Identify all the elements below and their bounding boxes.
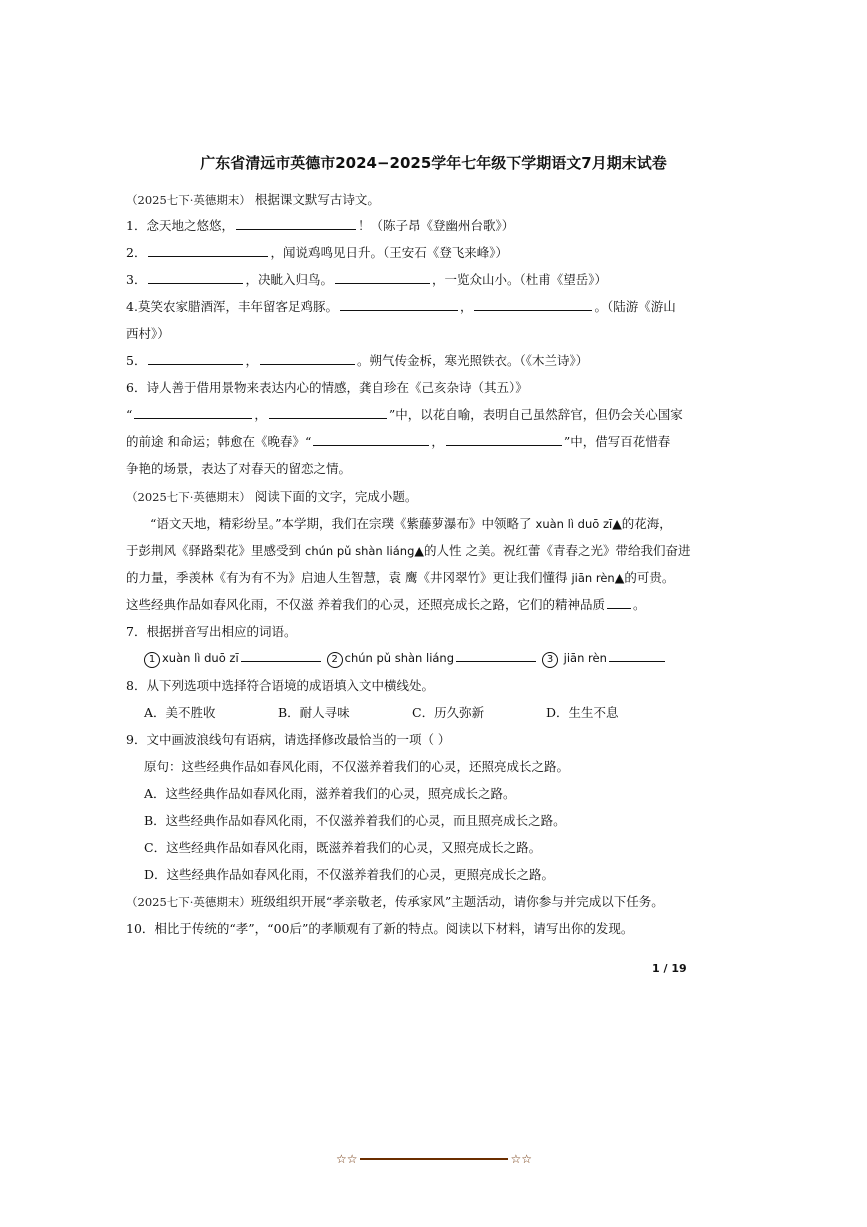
passage-line-2: [126, 541, 746, 559]
question-7: [126, 622, 746, 640]
question-2: [126, 243, 746, 261]
passage-p3a: 的力量，季羡林《有为有不为》启迪人生智慧，袁 鹰《井冈翠竹》更让我们懂得: [126, 570, 568, 585]
q6-line-1: 诗人善于借用景物来表达内心的情感，龚自珍在《己亥杂诗（其五）》: [146, 380, 528, 395]
q8-options: [144, 703, 764, 721]
question-8: [126, 676, 746, 694]
passage-p4: 这些经典作品如春风化雨，不仅滋 养着我们的心灵，还照亮成长之路，它们的精神品质: [126, 597, 605, 612]
q9-number: 9．: [126, 732, 147, 747]
section2-source: （2025七下·英德期末）: [126, 490, 251, 504]
question-1: [126, 216, 746, 234]
q9-option-c[interactable]: C．这些经典作品如春风化雨，既滋养着我们的心灵，又照亮成长之路。: [144, 840, 542, 855]
passage-p2a: 于彭荆风《驿路梨花》里感受到: [126, 543, 302, 558]
q8-text: 从下列选项中选择符合语境的成语填入文中横线处。: [146, 678, 434, 693]
question-6-line-4: 争艳的场景，表达了对春天的留恋之情。: [126, 461, 352, 476]
q6-blank-3[interactable]: [313, 433, 429, 446]
question-3: [126, 270, 746, 288]
passage-p1b: ▲的花海，: [612, 516, 672, 531]
q7-item-1-pinyin: xuàn lì duō zī: [162, 651, 239, 665]
q3-blank-1[interactable]: [148, 271, 243, 284]
q4-sep: ，: [459, 299, 473, 314]
passage-p4-end: 。: [632, 597, 646, 612]
footer-star-icon-left: ☆☆: [336, 1152, 358, 1166]
q7-item-3-number: 3: [542, 652, 558, 668]
q3-text: ，一览众山小。（杜甫《望岳》）: [431, 272, 607, 287]
section3-instruction: 班级组织开展“孝亲敬老，传承家风”主题活动，请你参与并完成以下任务。: [250, 894, 664, 909]
section3-header: [126, 892, 746, 910]
q6-line-3-pre: 的前途 和命运；韩愈在《晚春》“: [126, 434, 312, 449]
footer-star-icon-right: ☆☆: [510, 1152, 532, 1166]
q4-blank-2[interactable]: [474, 298, 592, 311]
q7-item-2-number: 2: [327, 652, 343, 668]
section2-instruction: 阅读下面的文字，完成小题。: [254, 489, 418, 504]
q1-blank[interactable]: [236, 217, 356, 230]
q6-blank-4[interactable]: [446, 433, 562, 446]
q1-source: ！（陈子昂《登幽州台歌》）: [357, 218, 515, 233]
passage-pinyin-1: xuàn lì duō zī: [535, 517, 613, 531]
q7-blank-3[interactable]: [609, 649, 665, 662]
q6-blank-2[interactable]: [269, 406, 387, 419]
question-10: [126, 919, 746, 937]
question-6-line-2: [126, 405, 746, 423]
q7-number: 7．: [126, 624, 147, 639]
q6-line-2-text: ”中，以花自喻，表明自己虽然辞官，但仍会关心国家: [388, 407, 683, 422]
q8-option-a[interactable]: A．美不胜收: [144, 705, 216, 720]
passage-p3b: ▲的可贵。: [614, 570, 675, 585]
q4-blank-1[interactable]: [340, 298, 458, 311]
question-6: [126, 378, 746, 396]
section3-source: （2025七下·英德期末）: [126, 895, 251, 909]
q2-blank[interactable]: [148, 244, 268, 257]
q9-option-d[interactable]: D．这些经典作品如春风化雨，不仅滋养着我们的心灵，更照亮成长之路。: [144, 867, 555, 882]
footer-rule: [360, 1158, 509, 1160]
q6-sep-1: ，: [254, 407, 267, 422]
q4-number: 4.: [126, 299, 138, 314]
q6-line-3-post: ”中，借写百花惜春: [563, 434, 671, 449]
q7-item-2-pinyin: chún pǔ shàn liáng: [344, 651, 455, 665]
q9-text: 文中画波浪线句有语病，请选择修改最恰当的一项（ ）: [146, 732, 451, 747]
q8-option-d[interactable]: D．生生不息: [546, 705, 619, 720]
passage-p2b: ▲的人性 之美。祝红蕾《青春之光》带给我们奋进: [414, 543, 691, 558]
q7-blank-1[interactable]: [241, 649, 321, 662]
q10-text: 相比于传统的“孝”，“00后”的孝顺观有了新的特点。阅读以下材料，请写出你的发现。: [154, 921, 634, 936]
q5-text: 。朔气传金柝，寒光照铁衣。（《木兰诗》）: [356, 353, 589, 368]
q3-text-mid: ，决眦入归鸟。: [245, 272, 333, 287]
q5-sep: ，: [245, 353, 258, 368]
q5-blank-2[interactable]: [260, 352, 355, 365]
page-number: 1 / 19: [652, 962, 687, 975]
question-6-line-3: [126, 432, 746, 450]
q3-blank-2[interactable]: [335, 271, 430, 284]
passage-line-1: [150, 514, 770, 532]
passage-pinyin-2: chún pǔ shàn liáng: [305, 544, 415, 558]
q6-quote-open: “: [126, 407, 133, 422]
q9-option-b[interactable]: B．这些经典作品如春风化雨，不仅滋养着我们的心灵，而且照亮成长之路。: [144, 813, 566, 828]
q8-option-c[interactable]: C．历久弥新: [412, 705, 485, 720]
question-5: [126, 351, 746, 369]
passage-blank[interactable]: [607, 596, 631, 609]
footer-ornament: [336, 1151, 532, 1167]
q7-item-1-number: 1: [144, 652, 160, 668]
passage-line-4: [126, 595, 746, 613]
question-9: [126, 730, 746, 748]
q6-sep-2: ，: [431, 434, 444, 449]
exam-title: 广东省清远市英德市2024−2025学年七年级下学期语文7月期末试卷: [200, 154, 667, 172]
q6-number: 6．: [126, 380, 147, 395]
passage-pinyin-3: jiān rèn: [571, 571, 615, 585]
q6-blank-1[interactable]: [134, 406, 252, 419]
q8-number: 8．: [126, 678, 147, 693]
passage-line-3: [126, 568, 746, 586]
q7-answers: [144, 649, 764, 668]
q8-option-b[interactable]: B．耐人寻味: [278, 705, 350, 720]
q4-text: 莫笑农家腊酒浑，丰年留客足鸡豚。: [137, 299, 338, 314]
q1-number: 1．: [126, 218, 147, 233]
section1-instruction: 根据课文默写古诗文。: [254, 192, 380, 207]
q9-option-a[interactable]: A．这些经典作品如春风化雨，滋养着我们的心灵，照亮成长之路。: [144, 786, 516, 801]
q2-text: ，闻说鸡鸣见日升。（王安石《登飞来峰》）: [270, 245, 508, 260]
q2-number: 2．: [126, 245, 147, 260]
q10-number: 10．: [126, 921, 155, 936]
q7-item-3-pinyin: jiān rèn: [560, 651, 607, 665]
q5-blank-1[interactable]: [148, 352, 243, 365]
section2-header: [126, 487, 746, 505]
q5-number: 5．: [126, 353, 147, 368]
q1-text: 念天地之悠悠，: [146, 218, 234, 233]
question-4-cont: 西村》）: [126, 326, 170, 341]
section1-header: [126, 190, 746, 208]
q9-original: 原句：这些经典作品如春风化雨，不仅滋养着我们的心灵，还照亮成长之路。: [144, 759, 570, 774]
q7-blank-2[interactable]: [456, 649, 536, 662]
question-4: [126, 297, 746, 315]
passage-p1a: “语文天地，精彩纷呈。”本学期，我们在宗璞《紫藤萝瀑布》中领略了: [150, 516, 532, 531]
section1-source: （2025七下·英德期末）: [126, 193, 251, 207]
q3-number: 3．: [126, 272, 147, 287]
q7-text: 根据拼音写出相应的词语。: [146, 624, 297, 639]
q4-source: 。（陆游《游山: [594, 299, 676, 314]
